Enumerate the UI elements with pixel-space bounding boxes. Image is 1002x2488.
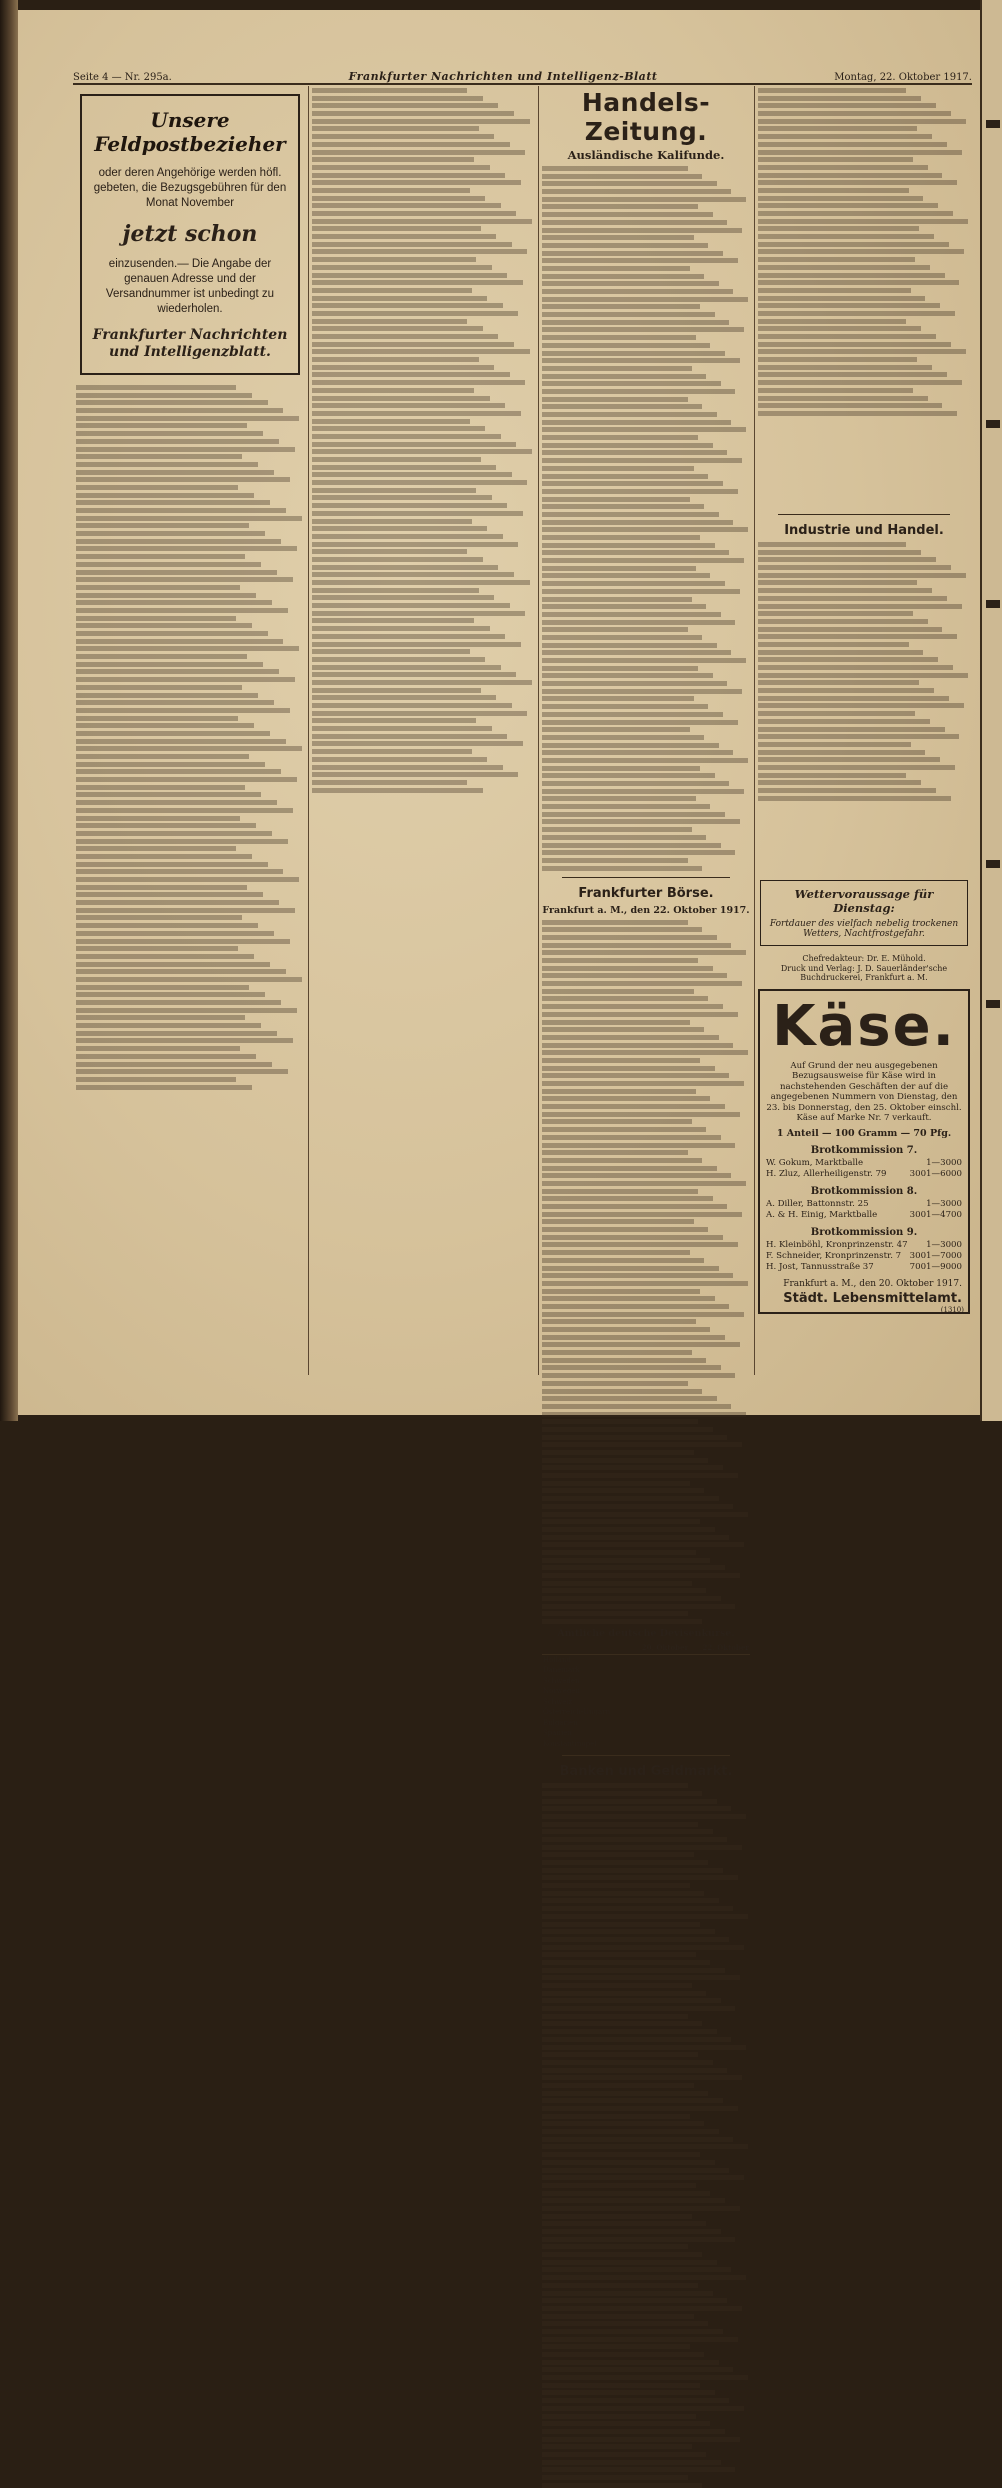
fx-row (542, 1718, 750, 1729)
industry-heading: Industrie und Handel. (784, 523, 944, 538)
divider (562, 1755, 730, 1756)
trade-section-title: Handels-Zeitung. (581, 88, 711, 146)
fx-row (542, 1728, 750, 1739)
fx-currency: Dänemark (543, 1666, 580, 1675)
imprint-editor: Chefredakteur: Dr. E. Mühold. (802, 954, 926, 963)
forecast-title: Wettervoraussage für Dienstag: (794, 887, 934, 915)
fx-col-header: 22. Oktober (689, 1643, 750, 1654)
shop-row: W. Gokum, Marktballe 1—3000 (766, 1157, 962, 1168)
article-text (542, 1783, 750, 2488)
fx-currency: Norwegen (543, 1687, 580, 1696)
header-date: Montag, 22. Oktober 1917. (834, 72, 972, 83)
fx-currency: Österreich-Ungarn (543, 1708, 611, 1717)
ad-publisher: Frankfurter Nachrichten und Intelligenzblatt. (92, 327, 288, 360)
header-masthead: Frankfurter Nachrichten und Intelligenz-Blatt (348, 70, 658, 83)
page-header (73, 65, 972, 85)
column-rule (754, 86, 755, 1375)
fx-table (542, 1643, 750, 1749)
article-text (542, 920, 750, 1625)
kaese-ration: 1 Anteil — 100 Gramm — 70 Pfg. (776, 1127, 952, 1139)
column-4 (758, 86, 970, 1375)
fx-row (542, 1707, 750, 1718)
next-page-edge (980, 0, 1002, 1421)
shop-row: A. & H. Einig, Marktballe 3001—4700 (766, 1209, 962, 1220)
article-text (76, 385, 304, 1090)
kaese-notice (758, 989, 970, 1314)
fx-row (542, 1686, 750, 1697)
boerse-dateline: Frankfurt a. M., den 22. Oktober 1917. (542, 904, 750, 916)
column-3 (542, 86, 750, 1780)
column-rule (308, 86, 309, 1375)
fx-currency: Schweden (543, 1676, 580, 1685)
ad-text-2: einzusenden.— Die Angabe der genauen Adresse und der Versandnummer ist unbedingt zu wiederholen. (105, 258, 275, 315)
boerse-heading: Frankfurter Börse. (578, 885, 714, 901)
article-text (312, 88, 534, 793)
banks-heading: Banken und Geldmarkt. (559, 1764, 733, 1780)
fx-currency: Holland (543, 1655, 571, 1664)
fx-table-title: Amtliche deutsche Devisenkurse. (557, 1628, 735, 1640)
article-text (758, 88, 970, 508)
divider (562, 877, 730, 878)
book-binding (0, 0, 18, 1421)
header-page-number: Seite 4 — Nr. 295a. (73, 72, 172, 83)
ad-number: (1310) (940, 1305, 964, 1314)
fx-currency: Bulgarien (543, 1718, 578, 1727)
ad-text-1: oder deren Angehörige werden höfl. gebeten, die Bezugsgebühren für den Monat November (93, 167, 287, 209)
column-rule (538, 86, 539, 1375)
imprint (760, 954, 968, 983)
forecast-text: Fortdauer des vielfach nebelig trockenen Wetters, Nachtfrostgefahr. (769, 919, 959, 939)
imprint-printer: Druck und Verlag: J. D. Sauerländer'sche Buchdruckerei, Frankfurt a. M. (780, 963, 948, 982)
feldpost-ad (80, 94, 300, 375)
ad-emphasis: jetzt schon (122, 221, 258, 247)
fx-row (542, 1654, 750, 1665)
fx-currency: Schweiz (543, 1697, 573, 1706)
commission-heading: Brotkommission 7. (810, 1144, 918, 1156)
shop-row: H. Jost, Tannusstraße 37 7001—9000 (766, 1261, 962, 1272)
commission-heading: Brotkommission 9. (810, 1226, 918, 1238)
fx-currency: Spanien (543, 1729, 572, 1738)
weather-forecast-box (760, 880, 968, 946)
fx-row (542, 1697, 750, 1708)
section-heading: Ausländische Kalifunde. (567, 148, 725, 162)
fx-row (542, 1665, 750, 1676)
column-1 (76, 86, 304, 1375)
column-2 (312, 86, 534, 1375)
article-text (542, 166, 750, 871)
ad-title: Unsere Feldpostbezieher (94, 108, 286, 156)
kaese-text: Auf Grund der neu ausgegebenen Bezugsausweise für Käse wird in nachstehenden Geschäften der auf die angegebenen Nummern von Dienstag, den 23. bis Donnerstag, den 25. Oktober einschl. Käse auf Marke Nr. 7 verkauft. (766, 1060, 962, 1123)
shop-row: H. Kleinböhl, Kronprinzenstr. 47 1—3000 (766, 1239, 962, 1250)
commission-heading: Brotkommission 8. (810, 1185, 918, 1197)
article-text (758, 542, 970, 872)
shop-row: A. Diller, Battonnstr. 25 1—3000 (766, 1198, 962, 1209)
newspaper-page (18, 10, 980, 1780)
kaese-dateline: Frankfurt a. M., den 20. Oktober 1917. (783, 1278, 962, 1289)
fx-row (542, 1676, 750, 1687)
fx-row (542, 1739, 750, 1750)
fx-currency: Konstantinopel (543, 1739, 597, 1748)
fx-col-header: 20. Oktober (628, 1643, 689, 1654)
shop-row: H. Zluz, Allerheiligenstr. 79 3001—6000 (766, 1168, 962, 1179)
divider (778, 514, 950, 515)
kaese-title: Käse. (772, 993, 956, 1059)
shop-row: F. Schneider, Kronprinzenstr. 7 3001—7000 (766, 1250, 962, 1261)
kaese-office: Städt. Lebensmittelamt. (783, 1290, 962, 1306)
